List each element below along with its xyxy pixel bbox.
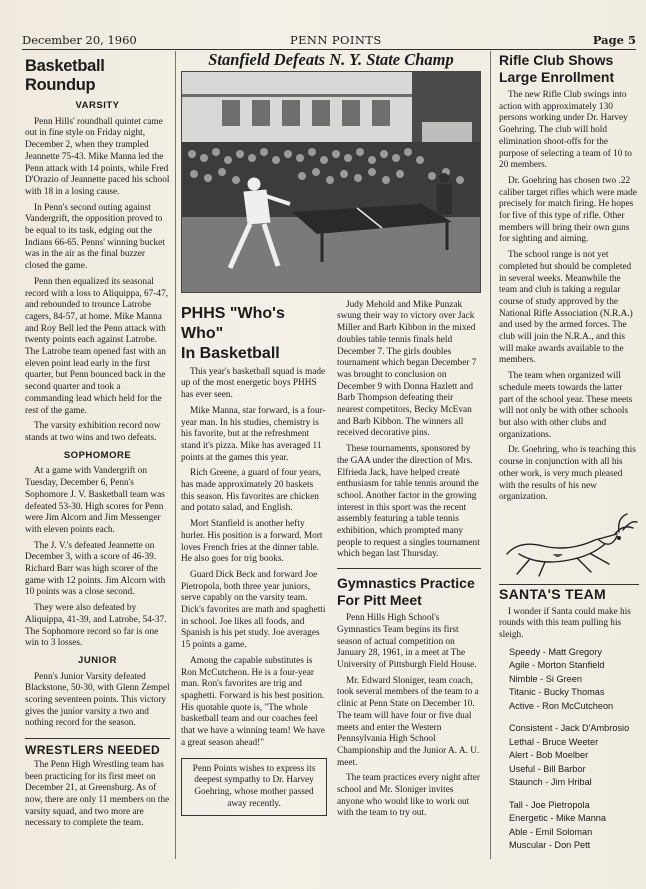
gymnastics-paragraph: Penn Hills High School's Gymnastics Team begins its first season of actual competition on January 28, 1961, in a meet at The University of Pittsburgh Field House. [337,613,477,670]
column-right [499,51,639,853]
basketball-roundup-headline: Basketball Roundup [25,57,105,94]
list-item: Useful - Bill Barbor [509,763,586,774]
whos-who-paragraph: This year's basketball squad is made up of the most energetic boys PHHS has ever seen. [181,366,326,401]
gym-photo-illustration [182,72,480,292]
rifle-headline-line1: Rifle Club Shows [499,52,614,68]
stanfield-headline: Stanfield Defeats N. Y. State Champ [208,50,454,69]
gymnastics-paragraph: Mr. Edward Sloniger, team coach, took several members of the team to a clinic at Penn State on December 10. The team will have four or five dual meets and enter the Western Pennsylvania High School Championship and the Junior A. A. U. meet. [337,675,480,768]
santa-team-list-1 [499,646,639,714]
list-item: Speedy - Matt Gregory [509,646,602,657]
varsity-paragraph: Penn then equalized its seasonal record with a loss to Aliquippa, 67-47, and rebounded to trounce Latrobe cagers, 84-57, at home. Mike Manna and Roy Bell led the Penn attack with twenty points each against Latrobe. The Latrobe team opened fast with an eleven point lead early in the first quarter, but Penn bounced back in the second quarter and took a commanding lead which held for the rest of the game. [25,276,169,416]
list-item: Tall - Joe Pietropola [509,799,590,810]
rifle-paragraph: Dr. Goehring has chosen two .22 caliber target rifles which were made precisely for match firing. He hopes for five of this type of rifle. Other members will bring their own guns for sighting and aiming. [499,175,637,245]
rifle-paragraph: The new Rifle Club swings into action with approximately 130 persons working under Dr. Harvey Goehring. The club will hold elimination shoot-offs for the purpose of selecting a team of 10 to 20 members. [499,90,632,171]
column-center [181,51,481,824]
list-item: Staunch - Jim Hribal [509,777,592,788]
list-item: Agile - Morton Stanfield [509,660,605,671]
whos-who-paragraph: Rich Greene, a guard of four years, has made approximately 20 baskets this season. His favorites are chicken and potato salad, and English. [181,468,322,514]
table-tennis-paragraph: These tournaments, sponsored by the GAA under the direction of Mrs. Elfrieda Jack, have helped create enthusiasm for table tennis around the school. Another factor in the growing interest in this sport was the recent assembly featuring a table tennis exhibition, which prompted many people to request a singles tournament which began last Thursday. [337,444,480,560]
varsity-paragraph: In Penn's second outing against Vandergrift, the opposition proved to be equal to its task, edging out the Indians 66-65. Penns' winning bucket was in the air as the final buzzer closed the game. [25,202,165,272]
list-item: Consistent - Jack D'Ambrosio [509,723,630,734]
list-item: Nimble - Si Green [509,673,583,684]
rifle-paragraph: Dr. Goehring, who is teaching this course in conjunction with all his other work, is very much pleased with the results of his new organization. [499,445,636,503]
sympathy-notice: Penn Points wishes to express its deepest sympathy to Dr. Harvey Goehring, whose mother passed away recently. [181,758,327,817]
issue-date: December 20, 1960 [22,33,137,47]
table-tennis-paragraph: Judy Mehold and Mike Punzak swung their way to victory over Jack Miller and Barb Kibbon in the mixed doubles table tennis finals held December 7. The girls doubles tournament which began December 7 was brought to conclusion on December 9 with Donna Hazlett and Barb Thompson defeating their nearest competitors, Becky McEvan and Barb Kibbon. The winners all received decorative pins. [337,299,477,439]
junior-subhead: JUNIOR [78,654,117,666]
list-item: Lethal - Bruce Weeter [509,736,599,747]
santa-team-list-2 [499,722,639,790]
sophomore-paragraph: The J. V.'s defeated Jeannette on December 3, with a score of 46-39. Richard Barr was high scorer of the game with 12 points. Jim Alcorn with 10 points was a close second. [25,540,166,598]
gymnastics-paragraph: The team practices every night after school and Mr. Sloniger invites anyone who would like to work out with the team to try out. [337,773,480,819]
column-rule [175,51,176,859]
wrestlers-headline: WRESTLERS NEEDED [25,738,170,757]
whos-who-headline-line1: PHHS "Who's Who" [181,304,285,342]
gymnastics-headline-line1: Gymnastics Practice [337,575,475,592]
varsity-paragraph: Penn Hills' roundball quintet came out in fine style on Friday night, December 2, when they trampled Jeannette 75-43. Mike Manna led the Penn attack with 14 points, while Fred D'Orazio of Jeannette paced his school with 18 in a losing cause. [25,116,170,197]
whos-who-article [181,300,327,824]
list-item: Alert - Bob Moelber [509,750,589,761]
rifle-paragraph: The school range is not yet completed but should be completed in several weeks. Meanwhile the team and club is taking a regular course of study approved by the National Rifle Association (N.R.A.) and used by the armed forces. The club will join the N.R.A., and this will make awards available to the members. [499,250,633,366]
whos-who-paragraph: Guard Dick Beck and forward Joe Pietropola, both three year juniors, serve capably on the varsity team. Dick's favorites are math and spaghetti in school. Joe likes all foods, and Spanish is his pet study. Joe averages 15 points a game. [181,569,326,651]
page-header [22,31,636,50]
whos-who-headline [181,304,327,364]
list-item: Titanic - Bucky Thomas [509,687,605,698]
reindeer-drawing [499,510,639,582]
whos-who-paragraph: Mort Stanfield is another hefty hurler. His position is a forward. Mort loves French fries at the dinner table. He also goes for trig books. [181,519,323,565]
santa-intro: I wonder if Santa could make his rounds with this team pulling his sleigh. [499,606,631,641]
list-item: Active - Ron McCutcheon [509,700,614,711]
sophomore-paragraph: They were also defeated by Aliquippa, 41-39, and Latrobe, 54-37. The Sophomore record so far is one win to 3 losses. [25,603,167,649]
whos-who-paragraph: Mike Manna, star forward, is a four-year man. In his studies, chemistry is his favorite, but at the refreshment stand it's pizza. Mike has averaged 11 points at the games this year. [181,405,326,463]
santa-team-list-3 [499,799,639,853]
santas-team-headline: SANTA'S TEAM [499,584,639,601]
reindeer-icon [499,510,639,582]
stanfield-article-text [337,300,481,824]
gymnastics-headline [337,568,481,609]
column-left [25,51,170,834]
rifle-club-headline [499,52,639,86]
varsity-subhead: VARSITY [75,100,120,111]
whos-who-paragraph: Among the capable substitutes is Ron McCutcheon. He is a four-year man. Ron's favorites are trig and spaghetti. Forward is his best position. His quotable quote is, "The whole basketball team and our coaches feel that we have a winning team! We have a great season ahead!" [181,655,325,748]
junior-paragraph: Penn's Junior Varsity defeated Blackstone, 50-30, with Glenn Zempel scoring seventeen points. This victory gives the junior varsity a two and nothing record for the season. [25,671,170,729]
column-rule [490,51,491,859]
list-item: Able - Emil Soloman [509,826,593,837]
rifle-headline-line2: Large Enrollment [499,69,615,85]
table-tennis-photo [181,71,481,293]
varsity-paragraph: The varsity exhibition record now stands at two wins and two defeats. [25,421,161,443]
list-item: Energetic - Mike Manna [509,813,607,824]
gymnastics-headline-line2: For Pitt Meet [337,592,422,609]
wrestlers-paragraph: The Penn High Wrestling team has been practicing for its first meet on December 21, at Greensburg. As of now, there are only 11 members on the varsity squad, and two more are necessary to complete the team. [25,759,170,829]
list-item: Muscular - Don Pett [509,840,591,851]
page-number: Page 5 [592,33,636,47]
newspaper-name: PENN POINTS [290,33,382,47]
whos-who-headline-line2: In Basketball [181,344,280,362]
sophomore-subhead: SOPHOMORE [63,449,132,461]
sophomore-paragraph: At a game with Vandergrift on Tuesday, December 6, Penn's Sophomore J. V. Basketball team was defeated 53-30. High scores for Penn were Jim Alcorn and Jim Messenger with eleven points each. [25,466,165,535]
rifle-paragraph: The team when organized will schedule meets towards the latter part of the school year. These meets will not only be with other schools but also with other clubs and organizations. [499,371,633,440]
